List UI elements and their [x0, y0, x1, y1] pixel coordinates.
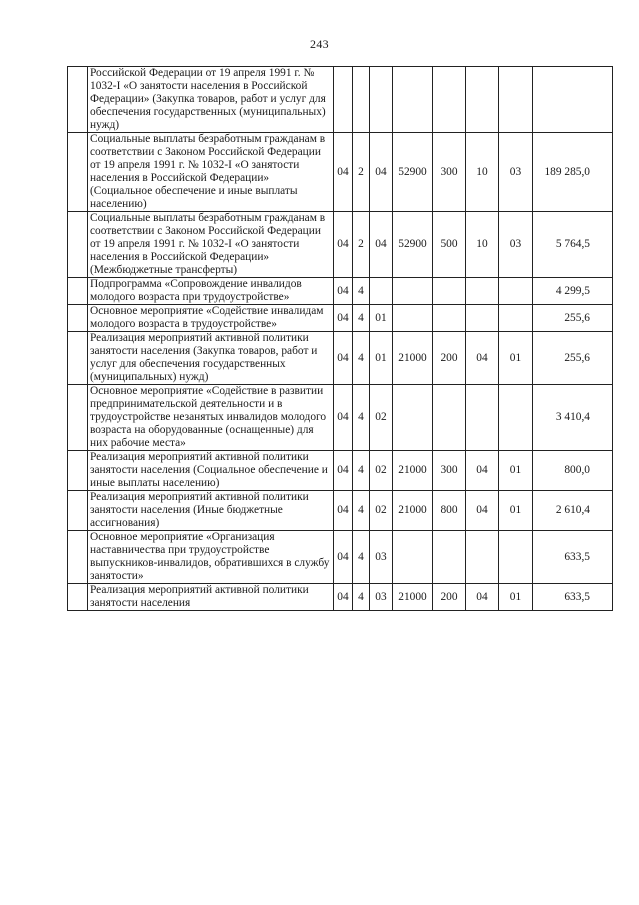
index-cell: [68, 385, 88, 451]
code-cell-4: [393, 278, 433, 305]
code-cell-6: 10: [466, 212, 499, 278]
code-cell-1: 04: [334, 332, 353, 385]
table-row: [68, 584, 613, 611]
index-cell: [68, 451, 88, 491]
code-cell-2: 4: [353, 584, 370, 611]
item-name-cell: Российской Федерации от 19 апреля 1991 г. № 1032-I «О занятости населения в Российской Федерации» (Закупка товаров, работ и услуг для обеспечения государственных (муниципальных) нужд): [88, 67, 334, 133]
index-cell: [68, 531, 88, 584]
code-cell-5: [433, 385, 466, 451]
code-cell-5: [433, 531, 466, 584]
index-cell: [68, 305, 88, 332]
code-cell-6: 04: [466, 451, 499, 491]
code-cell-2: 2: [353, 212, 370, 278]
item-name-cell: Реализация мероприятий активной политики занятости населения (Иные бюджетные ассигнования): [88, 491, 334, 531]
code-cell-7: [499, 385, 533, 451]
code-cell-1: 04: [334, 451, 353, 491]
table-row: [68, 451, 613, 491]
index-cell: [68, 491, 88, 531]
code-cell-4: [393, 305, 433, 332]
code-cell-6: [466, 531, 499, 584]
code-cell-5: [433, 67, 466, 133]
table-row: [68, 332, 613, 385]
code-cell-4: 52900: [393, 212, 433, 278]
code-cell-1: 04: [334, 278, 353, 305]
code-cell-2: 4: [353, 305, 370, 332]
amount-cell: 800,0: [533, 451, 613, 491]
index-cell: [68, 332, 88, 385]
item-name-cell: Социальные выплаты безработным гражданам в соответствии с Законом Российской Федерации от 19 апреля 1991 г. № 1032-I «О занятости населения в Российской Федерации» (Социальное обеспечение и иные выплаты населению): [88, 133, 334, 212]
code-cell-3: 02: [370, 451, 393, 491]
code-cell-5: 800: [433, 491, 466, 531]
table-row: [68, 491, 613, 531]
code-cell-7: 03: [499, 212, 533, 278]
code-cell-6: [466, 67, 499, 133]
code-cell-5: [433, 305, 466, 332]
code-cell-6: 10: [466, 133, 499, 212]
code-cell-3: 03: [370, 531, 393, 584]
code-cell-4: 21000: [393, 451, 433, 491]
amount-cell: 3 410,4: [533, 385, 613, 451]
code-cell-6: [466, 385, 499, 451]
code-cell-1: 04: [334, 212, 353, 278]
amount-cell: 4 299,5: [533, 278, 613, 305]
code-cell-7: [499, 305, 533, 332]
code-cell-5: 500: [433, 212, 466, 278]
table-row: [68, 305, 613, 332]
code-cell-7: 01: [499, 491, 533, 531]
item-name-cell: Подпрограмма «Сопровождение инвалидов молодого возраста при трудоустройстве»: [88, 278, 334, 305]
code-cell-6: [466, 278, 499, 305]
code-cell-2: 4: [353, 385, 370, 451]
amount-cell: 2 610,4: [533, 491, 613, 531]
code-cell-4: [393, 385, 433, 451]
code-cell-7: [499, 531, 533, 584]
code-cell-2: 4: [353, 332, 370, 385]
code-cell-7: 01: [499, 332, 533, 385]
item-name-cell: Социальные выплаты безработным гражданам в соответствии с Законом Российской Федерации от 19 апреля 1991 г. № 1032-I «О занятости населения в Российской Федерации» (Межбюджетные трансферты): [88, 212, 334, 278]
code-cell-3: 01: [370, 305, 393, 332]
code-cell-5: 200: [433, 584, 466, 611]
index-cell: [68, 584, 88, 611]
code-cell-6: [466, 305, 499, 332]
item-name-cell: Основное мероприятие «Организация наставничества при трудоустройстве выпускников-инвалидов, обратившихся в службу занятости»: [88, 531, 334, 584]
code-cell-5: 300: [433, 451, 466, 491]
amount-cell: 189 285,0: [533, 133, 613, 212]
amount-cell: 633,5: [533, 584, 613, 611]
code-cell-4: 21000: [393, 584, 433, 611]
code-cell-1: [334, 67, 353, 133]
table-row: [68, 133, 613, 212]
page-number: 243: [310, 37, 329, 51]
table-row: [68, 67, 613, 133]
code-cell-2: 4: [353, 491, 370, 531]
table-row: [68, 212, 613, 278]
code-cell-7: 03: [499, 133, 533, 212]
amount-cell: [533, 67, 613, 133]
code-cell-1: 04: [334, 385, 353, 451]
table-row: [68, 531, 613, 584]
code-cell-1: 04: [334, 584, 353, 611]
code-cell-3: [370, 67, 393, 133]
code-cell-4: 21000: [393, 332, 433, 385]
code-cell-7: [499, 67, 533, 133]
table-body: [68, 67, 613, 611]
code-cell-3: 02: [370, 385, 393, 451]
index-cell: [68, 278, 88, 305]
code-cell-1: 04: [334, 305, 353, 332]
amount-cell: 255,6: [533, 305, 613, 332]
index-cell: [68, 133, 88, 212]
code-cell-3: [370, 278, 393, 305]
code-cell-5: [433, 278, 466, 305]
code-cell-6: 04: [466, 584, 499, 611]
code-cell-5: 300: [433, 133, 466, 212]
code-cell-6: 04: [466, 332, 499, 385]
code-cell-2: 4: [353, 278, 370, 305]
code-cell-2: [353, 67, 370, 133]
index-cell: [68, 212, 88, 278]
code-cell-1: 04: [334, 491, 353, 531]
code-cell-7: [499, 278, 533, 305]
budget-table: [67, 66, 613, 611]
code-cell-1: 04: [334, 133, 353, 212]
item-name-cell: Реализация мероприятий активной политики занятости населения (Закупка товаров, работ и услуг для обеспечения государственных (муниципальных) нужд): [88, 332, 334, 385]
code-cell-3: 04: [370, 133, 393, 212]
code-cell-4: 52900: [393, 133, 433, 212]
code-cell-3: 04: [370, 212, 393, 278]
item-name-cell: Основное мероприятие «Содействие инвалидам молодого возраста в трудоустройстве»: [88, 305, 334, 332]
amount-cell: 255,6: [533, 332, 613, 385]
code-cell-7: 01: [499, 451, 533, 491]
code-cell-3: 01: [370, 332, 393, 385]
code-cell-3: 02: [370, 491, 393, 531]
amount-cell: 5 764,5: [533, 212, 613, 278]
item-name-cell: Реализация мероприятий активной политики занятости населения: [88, 584, 334, 611]
code-cell-2: 2: [353, 133, 370, 212]
code-cell-5: 200: [433, 332, 466, 385]
code-cell-6: 04: [466, 491, 499, 531]
item-name-cell: Реализация мероприятий активной политики занятости населения (Социальное обеспечение и иные выплаты населению): [88, 451, 334, 491]
code-cell-1: 04: [334, 531, 353, 584]
code-cell-4: [393, 531, 433, 584]
code-cell-2: 4: [353, 451, 370, 491]
item-name-cell: Основное мероприятие «Содействие в развитии предпринимательской деятельности и в трудоустройстве незанятых инвалидов молодого возраста на оборудованные (оснащенные) для них рабочие места»: [88, 385, 334, 451]
code-cell-2: 4: [353, 531, 370, 584]
code-cell-7: 01: [499, 584, 533, 611]
amount-cell: 633,5: [533, 531, 613, 584]
code-cell-4: 21000: [393, 491, 433, 531]
index-cell: [68, 67, 88, 133]
code-cell-3: 03: [370, 584, 393, 611]
table-row: [68, 385, 613, 451]
code-cell-4: [393, 67, 433, 133]
table-row: [68, 278, 613, 305]
